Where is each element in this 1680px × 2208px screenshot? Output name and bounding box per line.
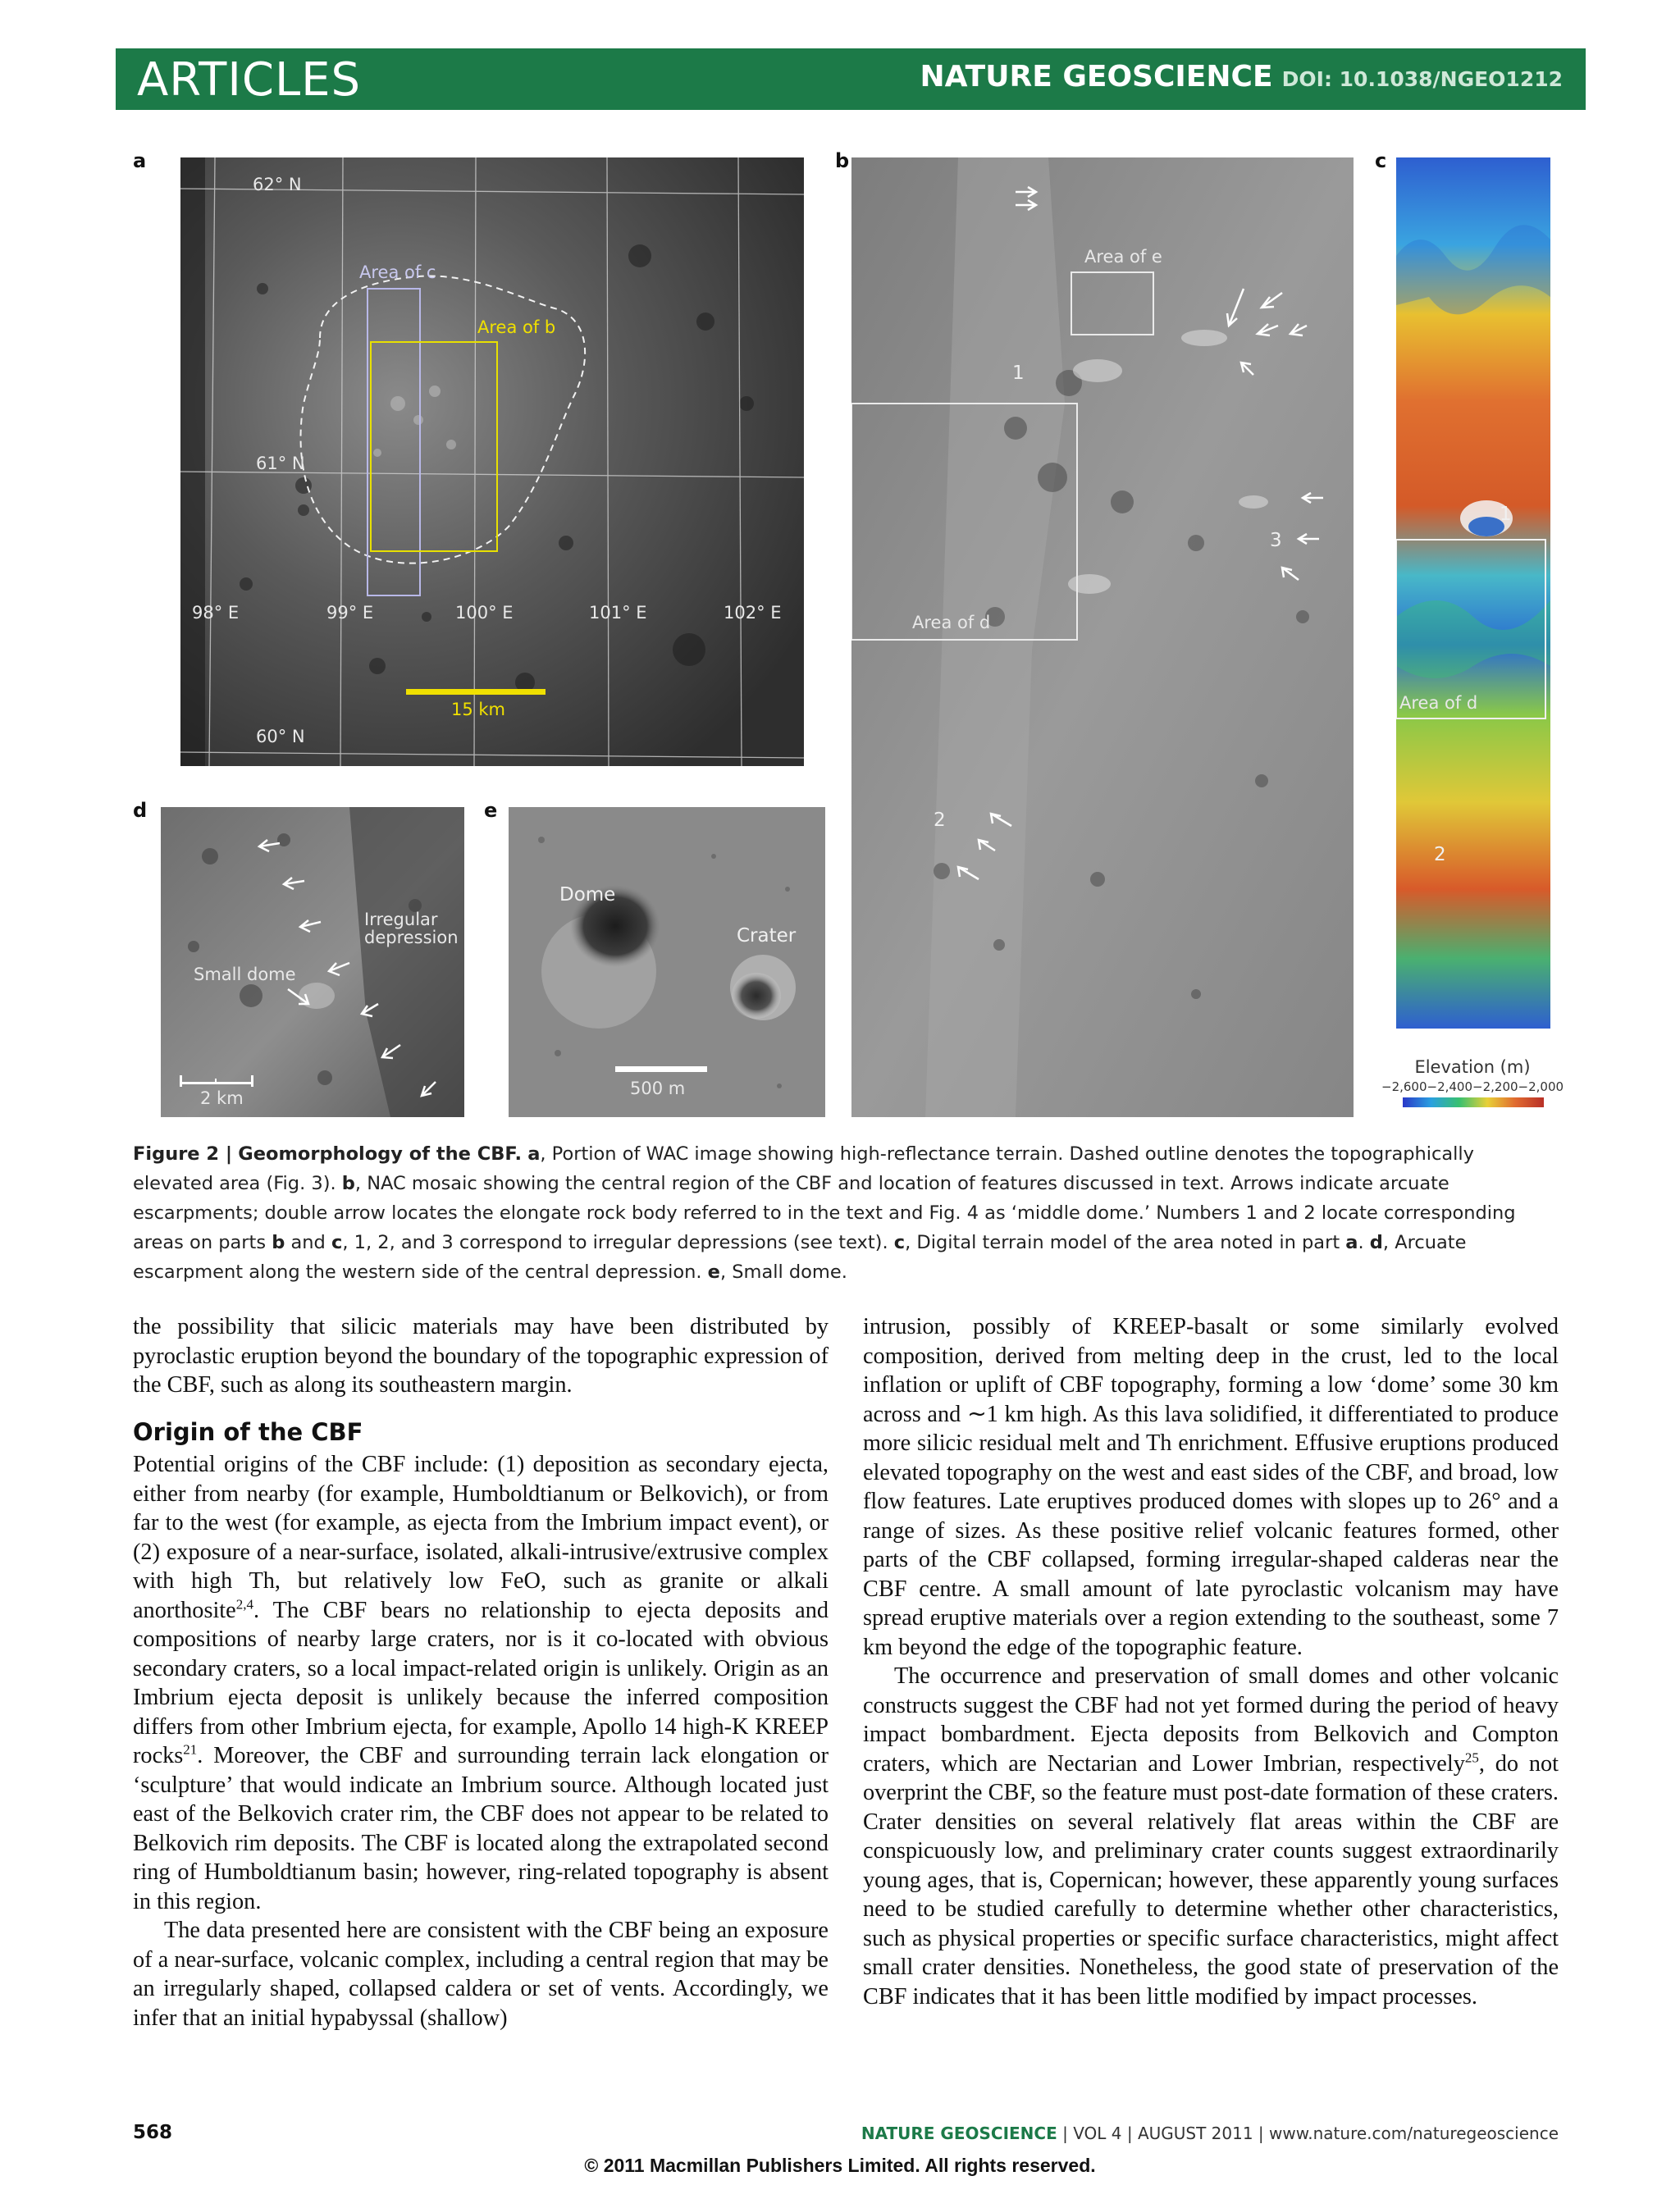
lat-label-61: 61° N xyxy=(256,454,305,473)
citation: 21 xyxy=(183,1741,198,1758)
caption-part-d: , Arcuate escarpment along the western side of the central depression. xyxy=(133,1232,1467,1283)
panel-a-letter: a xyxy=(133,149,147,172)
caption-title: Geomorphology of the CBF. xyxy=(238,1143,523,1165)
paragraph xyxy=(133,1450,829,1916)
caption-dot: . xyxy=(1358,1232,1370,1253)
lon-label-99: 99° E xyxy=(326,603,374,623)
scale-bar-label-15km: 15 km xyxy=(451,700,506,719)
crater-label: Crater xyxy=(737,925,797,947)
marker-2-c: 2 xyxy=(1434,844,1446,865)
journal-header xyxy=(920,60,1563,94)
citation: 25 xyxy=(1464,1750,1479,1766)
paragraph: the possibility that silicic materials may have been distributed by pyroclastic eruption beyond the boundary of the topographic expression of the CBF, such as along its southeastern margin. xyxy=(133,1314,829,1398)
panel-d-letter: d xyxy=(133,799,148,822)
lat-label-62: 62° N xyxy=(253,175,302,194)
page-number: 568 xyxy=(133,2122,173,2143)
text-column-right xyxy=(863,1312,1559,2011)
panel-b-letter: b xyxy=(835,149,850,172)
paragraph-text: . Moreover, the CBF and surrounding terrain lack elongation or ‘sculpture’ that would indicate an Imbrium source. Although located just east of the Belkovich crater rim, the CBF does not appear to be related to Belkovich rim deposits. The CBF is located along the extrapolated second ring of Humboldtianum basin; however, ring-related topography is absent in this region. xyxy=(133,1743,829,1914)
text-column-left xyxy=(133,1312,829,2032)
dome-label: Dome xyxy=(559,884,616,906)
caption-part-c: , Digital terrain model of the area noted in part xyxy=(905,1232,1346,1253)
paragraph xyxy=(863,1662,1559,2011)
caption-letter-a: a xyxy=(527,1143,541,1165)
marker-3-b: 3 xyxy=(1270,530,1282,551)
caption-letter-c: c xyxy=(893,1232,906,1253)
paragraph-text: The occurrence and preservation of small domes and other volcanic constructs suggest the CBF had not yet formed during the period of heavy impact bombardment. Ejecta deposits from Belkovich and Compton craters, which are Nectarian and Lower Imbrian, respectively xyxy=(863,1663,1559,1777)
citation: 2,4 xyxy=(235,1596,253,1613)
area-of-d-label-b: Area of d xyxy=(912,613,991,632)
small-dome-label: Small dome xyxy=(194,965,296,984)
doi-label: DOI: 10.1038/NGEO1212 xyxy=(1281,67,1563,91)
panel-c-dtm xyxy=(1396,157,1550,1029)
caption-ref-a: a xyxy=(1345,1232,1358,1253)
header-banner xyxy=(116,48,1586,110)
area-of-d-label-c: Area of d xyxy=(1399,693,1478,713)
scale-bar-label-2km: 2 km xyxy=(200,1088,244,1108)
area-of-e-label: Area of e xyxy=(1084,247,1162,267)
caption-part-a: , Portion of WAC image showing high-reflectance terrain. Dashed outline denotes the topographically elevated area (Fig. 3). xyxy=(133,1143,1474,1194)
scale-bar-label-500m: 500 m xyxy=(630,1079,686,1098)
area-of-c-label: Area of c xyxy=(359,262,436,282)
footer-journal: NATURE GEOSCIENCE xyxy=(861,2124,1057,2143)
lon-label-101: 101° E xyxy=(589,603,647,623)
caption-ref-c: c xyxy=(331,1232,343,1253)
paragraph-text: . The CBF bears no relationship to ejecta deposits and compositions of nearby large craters, nor is it co-located with obvious secondary craters, so a local impact-related origin is unlikely. Origin as an Imbrium ejecta deposit is unlikely because the inferred composition differs from other Imbrium ejecta, for example, Apollo 14 high-K KREEP rocks xyxy=(133,1597,829,1768)
irregular-depression-label-line1: Irregular xyxy=(364,910,438,929)
copyright-notice: © 2011 Macmillan Publishers Limited. All rights reserved. xyxy=(584,2155,1096,2176)
paragraph: The data presented here are consistent with the CBF being an exposure of a near-surface, volcanic complex, including a central region that may be an irregularly shaped, collapsed caldera or set of vents. Accordingly, we infer that an initial hypabyssal (shallow) xyxy=(133,1918,829,2031)
lon-label-100: 100° E xyxy=(455,603,514,623)
panel-a-image xyxy=(180,157,804,766)
panel-c-letter: c xyxy=(1375,149,1387,172)
caption-letter-e: e xyxy=(707,1261,720,1283)
marker-2-b: 2 xyxy=(934,810,946,831)
section-label: ARTICLES xyxy=(137,53,362,107)
caption-number: Figure 2 | xyxy=(133,1143,233,1165)
marker-1-b: 1 xyxy=(1012,363,1025,384)
caption-part-b2: , 1, 2, and 3 correspond to irregular depressions (see text). xyxy=(342,1232,894,1253)
panel-b-image xyxy=(851,157,1354,1117)
footer-issue: | VOL 4 | AUGUST 2011 | www.nature.com/naturegeoscience xyxy=(1057,2124,1559,2143)
caption-letter-d: d xyxy=(1369,1232,1383,1253)
paragraph: intrusion, possibly of KREEP-basalt or some similarly evolved composition, derived from melting deep in the crust, led to the local inflation or uplift of CBF topography, forming a low ‘dome’ some 30 km across and ∼1 km high. As this lava solidified, it differentiated to produce more silicic residual melt and Th enrichment. Effusive eruptions produced elevated topography on the west and east sides of the CBF, and broad, low flow features. Late eruptives produced domes with slopes up to 26° and a range of sizes. As these positive relief volcanic features formed, other parts of the CBF collapsed, forming irregular-shaped calderas near the CBF centre. A small amount of late pyroclastic volcanism may have spread eruptive materials over a region extending to the southeast, some 7 km beyond the edge of the topographic feature. xyxy=(863,1314,1559,1660)
lon-label-98: 98° E xyxy=(192,603,240,623)
lat-label-60: 60° N xyxy=(256,727,305,746)
irregular-depression-label-line2: depression xyxy=(364,928,459,947)
panel-d-image xyxy=(161,807,464,1117)
caption-part-b: , NAC mosaic showing the central region of the CBF and location of features discussed in text. Arrows indicate arcuate escarpments; double arrow locates the elongate rock body referred to in the text and Fig. 4 as ‘middle dome.’ Numbers 1 and 2 locate corresponding areas on parts xyxy=(133,1173,1516,1253)
journal-name: NATURE GEOSCIENCE xyxy=(920,60,1273,94)
paragraph-text: , do not overprint the CBF, so the feature must post-date formation of these craters. Crater densities on several relatively flat areas within the CBF are conspicuously low, and preliminary crater counts suggest extraordinarily young ages, that is, Copernican; however, these apparently young surfaces need to be studied carefully to determine whether other characteristics, such as physical properties or specific surface characteristics, might affect small crater densities. Nonetheless, the good state of preservation of the CBF indicates that it has been little modified by impact processes. xyxy=(863,1750,1559,2010)
section-heading: Origin of the CBF xyxy=(133,1417,363,1446)
panel-e-letter: e xyxy=(484,799,498,822)
panel-e-image xyxy=(509,807,825,1117)
caption-letter-b: b xyxy=(341,1173,355,1194)
lon-label-102: 102° E xyxy=(724,603,782,623)
elevation-legend-ticks: −2,600−2,400−2,200−2,000 xyxy=(1381,1079,1564,1094)
elevation-legend-title: Elevation (m) xyxy=(1414,1057,1531,1077)
footer-citation xyxy=(861,2124,1559,2143)
caption-ref-b: b xyxy=(272,1232,285,1253)
marker-1-c: 1 xyxy=(1500,504,1512,525)
figure-caption xyxy=(133,1139,1556,1287)
area-of-b-label: Area of b xyxy=(477,317,556,337)
paragraph-text: Potential origins of the CBF include: (1) deposition as secondary ejecta, either from nearby (for example, Humboldtianum or Belkovich), or from far to the west (for example, as ejecta from the Imbrium impact event), or (2) exposure of a near-surface, isolated, alkali-intrusive/extrusive complex with high Th, but relatively low FeO, such as granite or alkali anorthosite xyxy=(133,1452,829,1623)
elevation-color-bar xyxy=(1403,1097,1544,1107)
caption-part-e: , Small dome. xyxy=(719,1261,847,1283)
caption-and: and xyxy=(285,1232,331,1253)
